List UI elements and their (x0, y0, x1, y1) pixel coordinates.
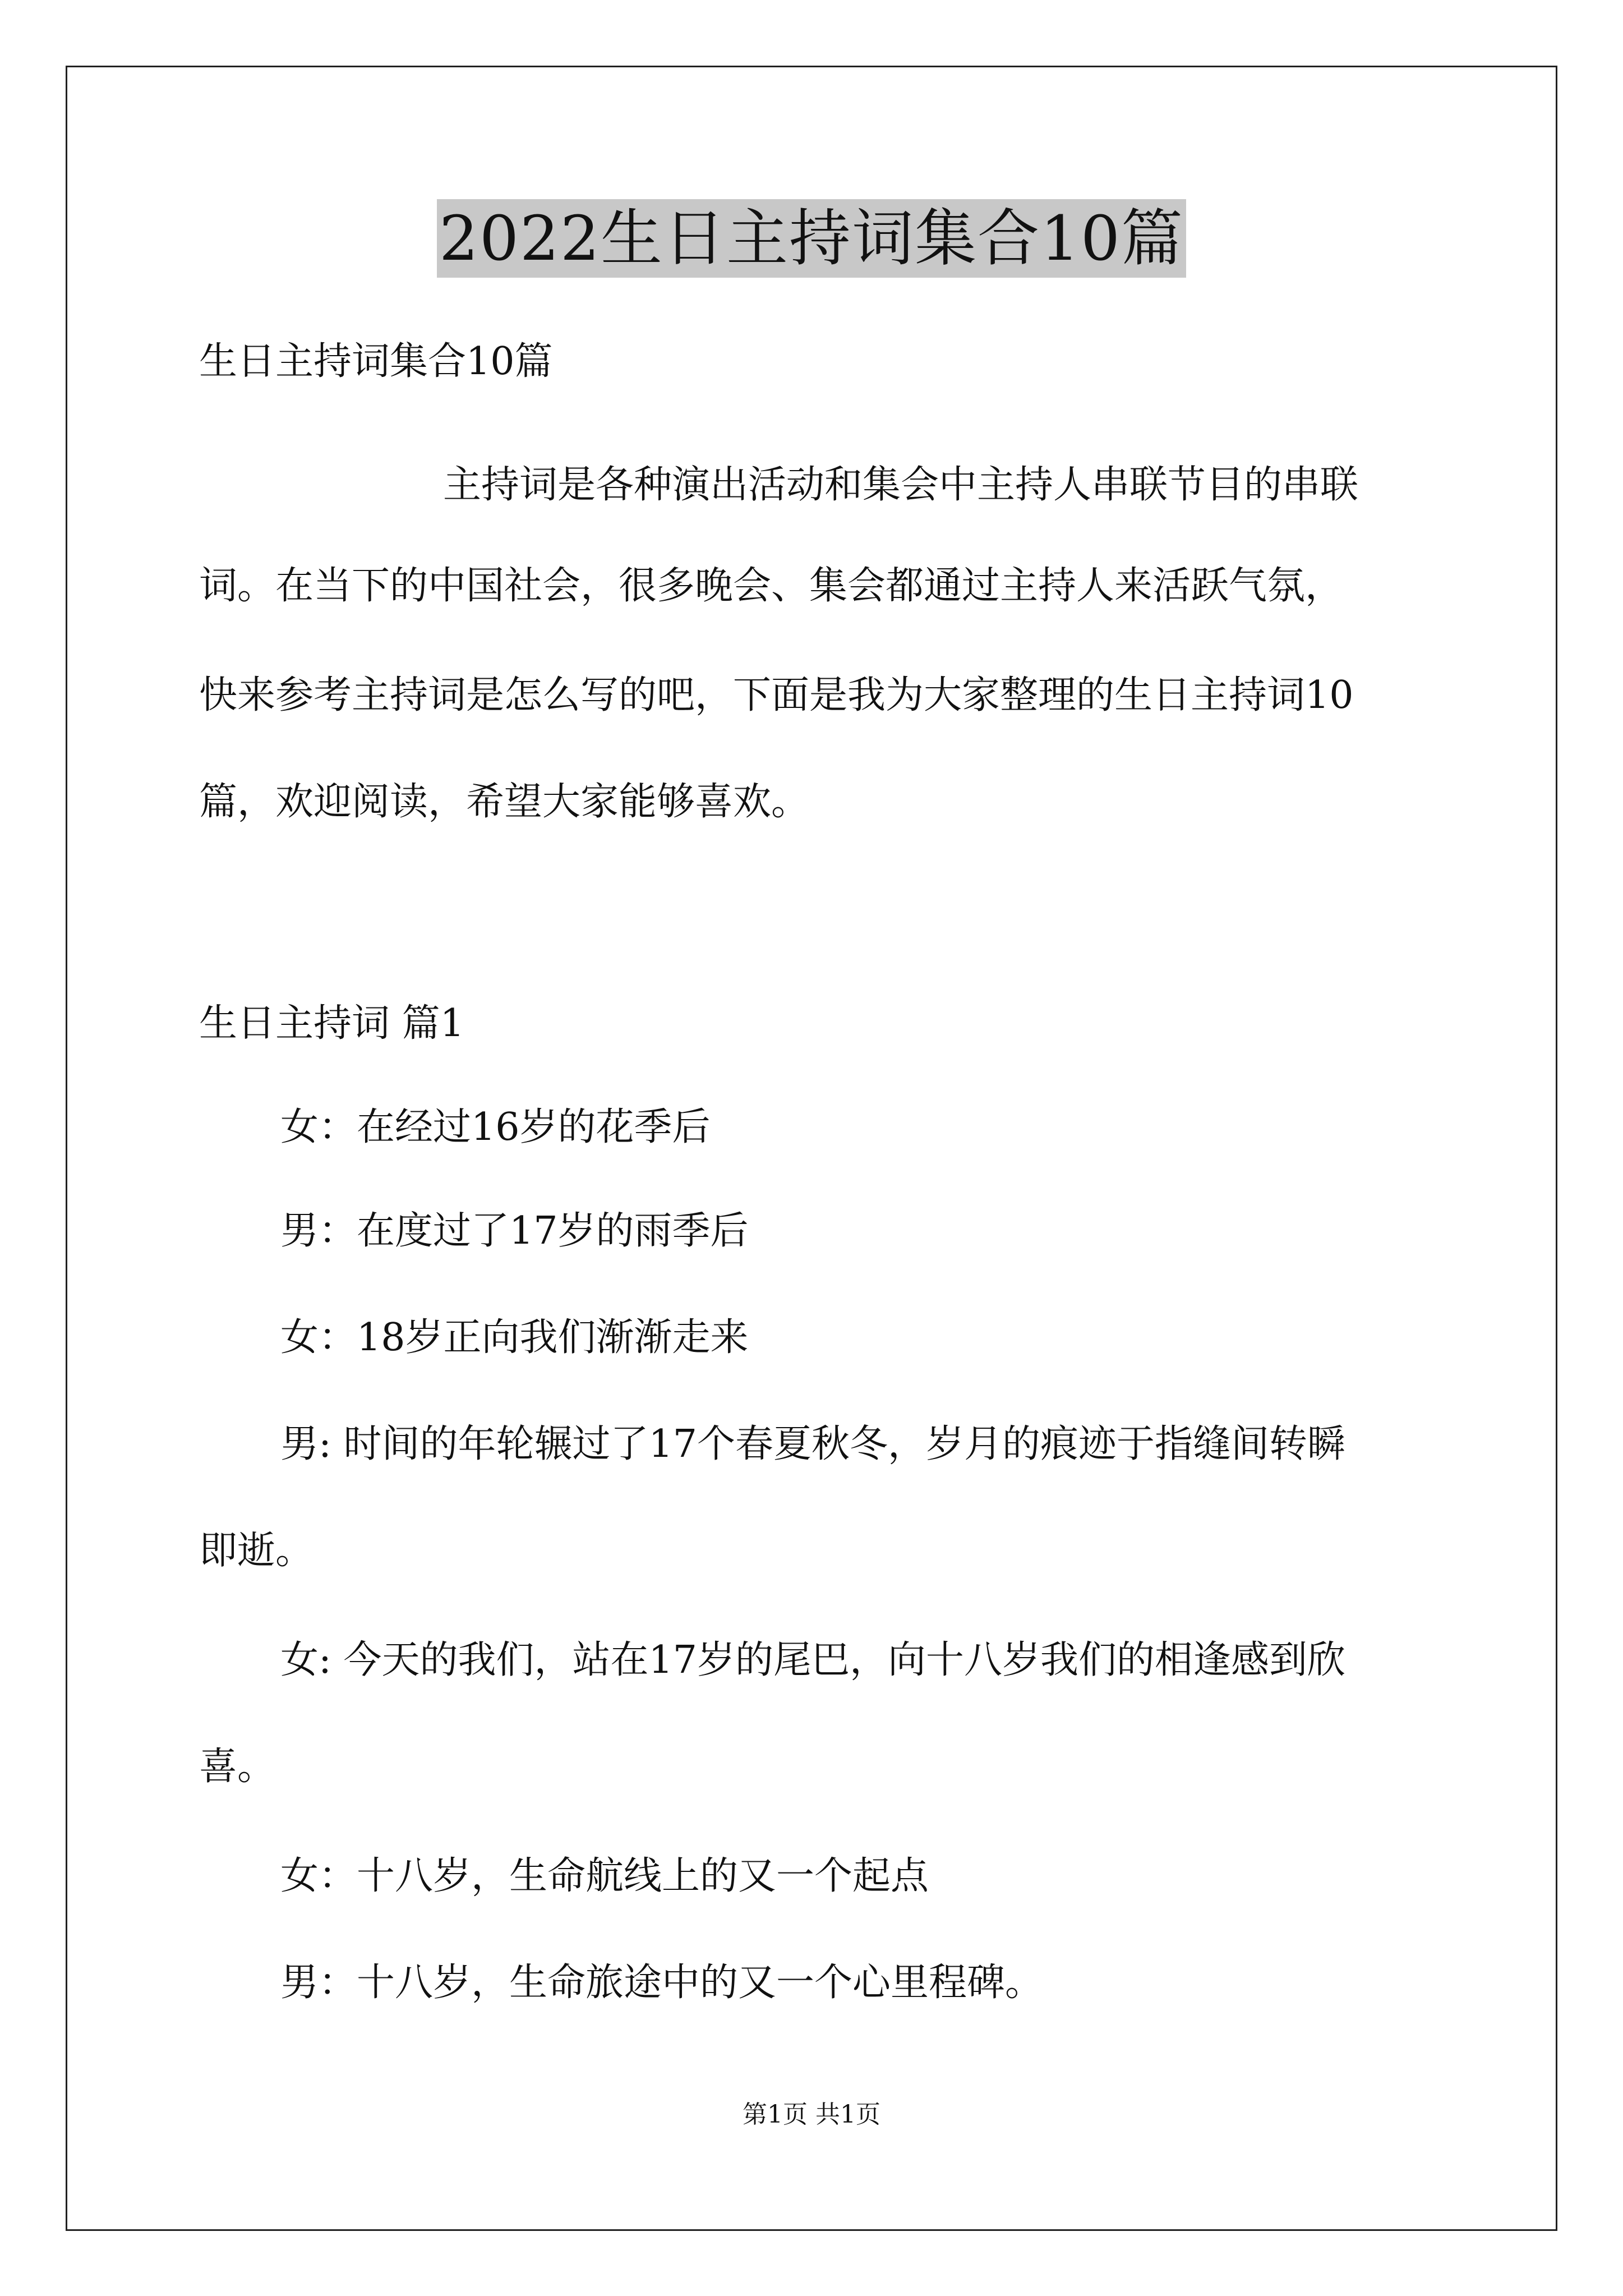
intro-line-1: 主持词是各种演出活动和集会中主持人串联节目的串联 (443, 463, 1359, 507)
dialogue-line-4: 男: 时间的年轮辗过了17个春夏秋冬，岁月的痕迹于指缝间转瞬 (280, 1422, 1346, 1466)
dialogue-line-1: 女：在经过16岁的花季后 (280, 1105, 711, 1149)
section-heading: 生日主持词 篇1 (199, 1001, 464, 1046)
document-subtitle: 生日主持词集合10篇 (199, 339, 553, 384)
dialogue-line-7: 喜。 (199, 1745, 276, 1789)
intro-line-2: 词。在当下的中国社会，很多晚会、集会都通过主持人来活跃气氛， (199, 564, 1344, 608)
dialogue-line-3: 女：18岁正向我们渐渐走来 (280, 1315, 749, 1360)
dialogue-line-6: 女: 今天的我们，站在17岁的尾巴，向十八岁我们的相逢感到欣 (280, 1638, 1346, 1682)
page-footer: 第1页 共1页 (743, 2100, 880, 2129)
intro-line-3: 快来参考主持词是怎么写的吧，下面是我为大家整理的生日主持词10 (199, 673, 1354, 717)
document-title: 2022生日主持词集合10篇 (437, 199, 1186, 278)
intro-line-4: 篇，欢迎阅读，希望大家能够喜欢。 (199, 780, 810, 824)
dialogue-line-5: 即逝。 (199, 1529, 314, 1573)
title-container (0, 199, 1623, 278)
dialogue-line-2: 男：在度过了17岁的雨季后 (280, 1209, 749, 1253)
dialogue-line-8: 女：十八岁，生命航线上的又一个起点 (280, 1854, 929, 1898)
dialogue-line-9: 男：十八岁，生命旅途中的又一个心里程碑。 (280, 1961, 1044, 2005)
